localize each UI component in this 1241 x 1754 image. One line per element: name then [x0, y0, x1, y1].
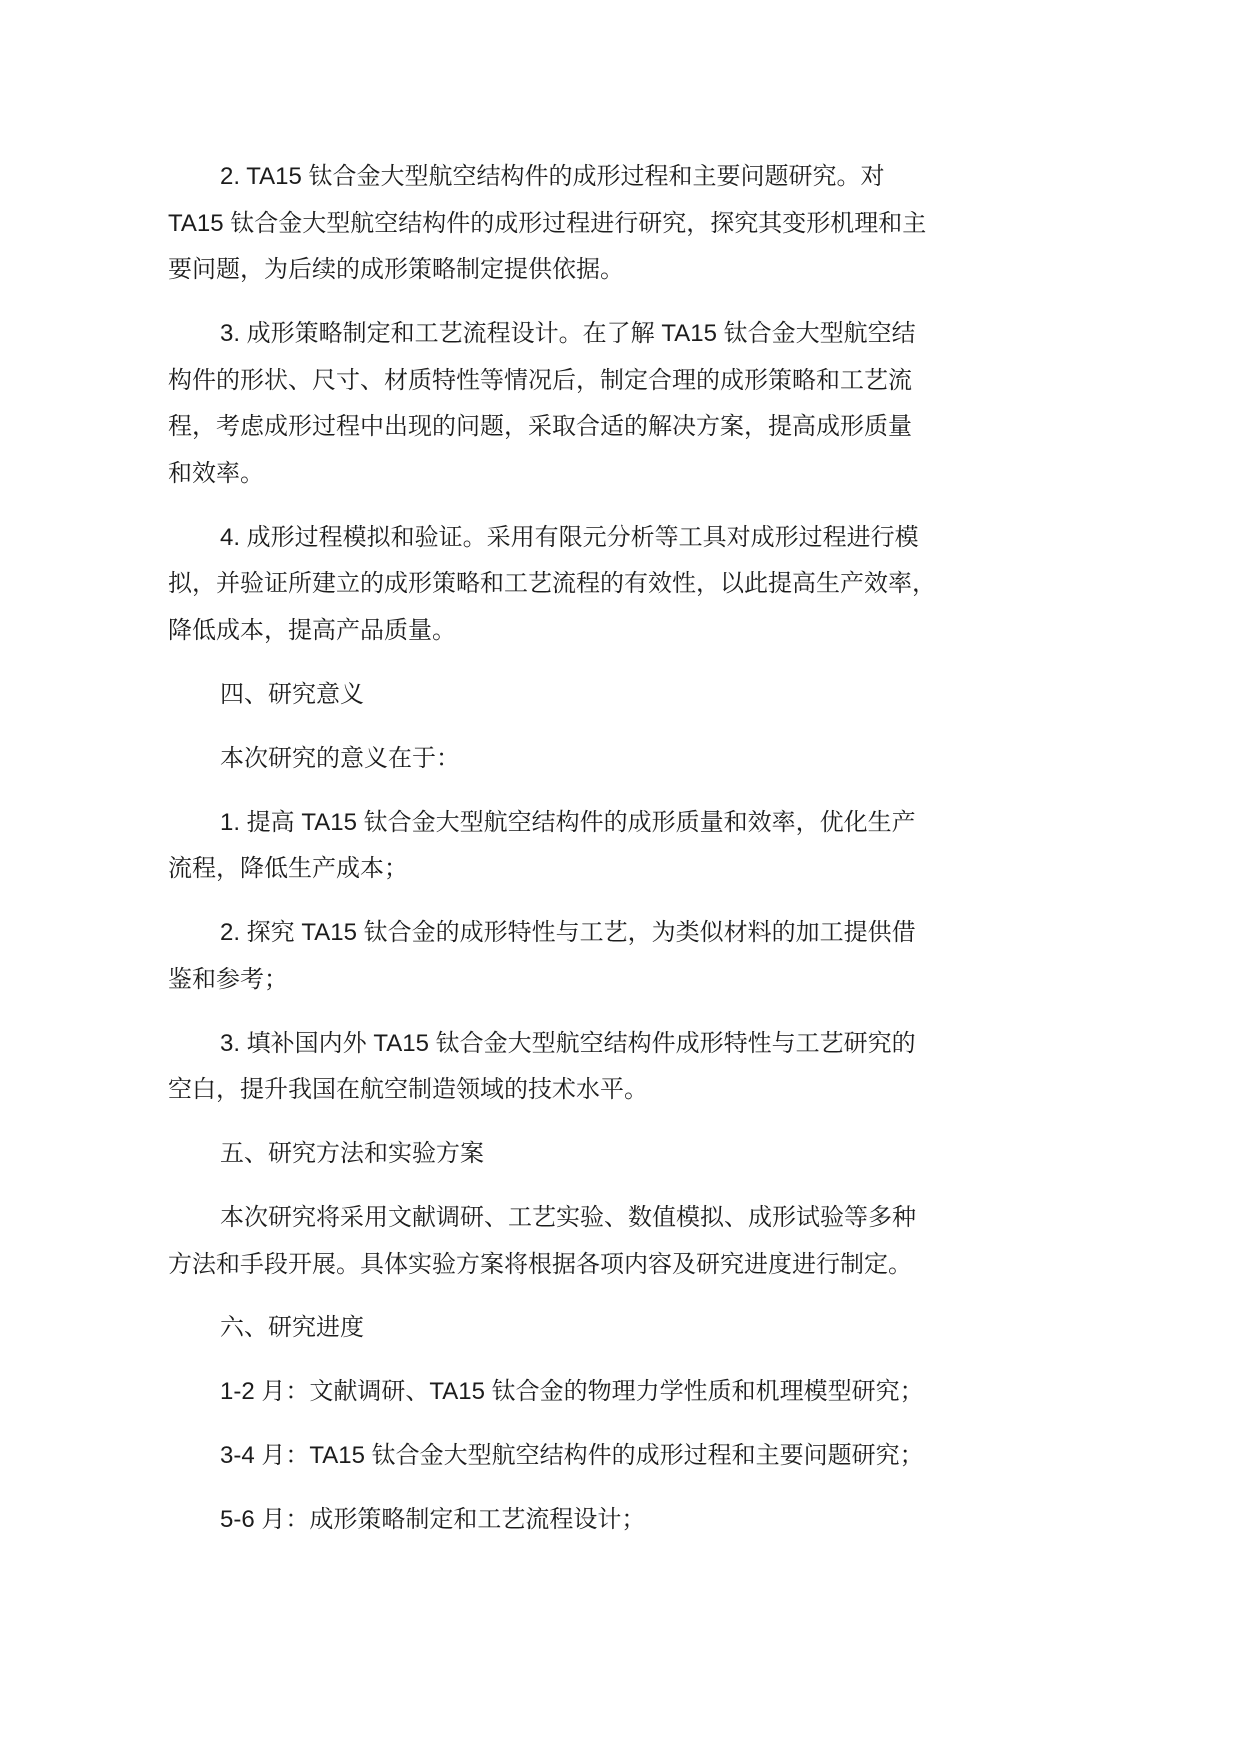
paragraph-research-item-2: [168, 154, 1241, 294]
text-line: 方法和手段开展。具体实验方案将根据各项内容及研究进度进行制定。: [168, 1250, 912, 1278]
schedule-item-months-3-4: [168, 1433, 1241, 1480]
paragraph-significance-item-2: [168, 910, 1241, 1003]
paragraph-significance-item-1: [168, 800, 1241, 893]
text-line: 本次研究的意义在于：: [220, 744, 460, 772]
text-line: 1-2 月：文献调研、TA15 钛合金的物理力学性质和机理模型研究；: [220, 1378, 924, 1406]
paragraph-research-item-4: [168, 515, 1241, 655]
text-line: 空白，提升我国在航空制造领域的技术水平。: [168, 1076, 648, 1104]
text-line: 3. 填补国内外 TA15 钛合金大型航空结构件成形特性与工艺研究的: [220, 1029, 916, 1057]
text-line: 要问题，为后续的成形策略制定提供依据。: [168, 256, 624, 284]
section-heading-text: 五、研究方法和实验方案: [220, 1140, 484, 1168]
paragraph-significance-item-3: [168, 1021, 1241, 1114]
section-heading-significance: [168, 672, 1241, 719]
section-heading-text: 六、研究进度: [220, 1314, 364, 1342]
text-line: 拟，并验证所建立的成形策略和工艺流程的有效性，以此提高生产效率，: [168, 570, 936, 598]
text-line: 5-6 月：成形策略制定和工艺流程设计；: [220, 1506, 646, 1534]
text-line: 鉴和参考；: [168, 965, 288, 993]
text-line: 2. 探究 TA15 钛合金的成形特性与工艺，为类似材料的加工提供借: [220, 919, 916, 947]
text-line: 降低成本，提高产品质量。: [168, 616, 456, 644]
text-line: 本次研究将采用文献调研、工艺实验、数值模拟、成形试验等多种: [220, 1203, 916, 1231]
text-line: TA15 钛合金大型航空结构件的成形过程进行研究，探究其变形机理和主: [168, 209, 927, 237]
text-line: 和效率。: [168, 459, 264, 487]
section-heading-text: 四、研究意义: [220, 680, 364, 708]
text-line: 流程，降低生产成本；: [168, 855, 408, 883]
schedule-item-months-1-2: [168, 1369, 1241, 1416]
paragraph-significance-intro: [168, 736, 1241, 783]
text-line: 4. 成形过程模拟和验证。采用有限元分析等工具对成形过程进行模: [220, 523, 919, 551]
section-heading-methods: [168, 1131, 1241, 1178]
text-line: 1. 提高 TA15 钛合金大型航空结构件的成形质量和效率，优化生产: [220, 808, 916, 836]
section-heading-schedule: [168, 1305, 1241, 1352]
paragraph-research-item-3: [168, 311, 1241, 497]
text-line: 程，考虑成形过程中出现的问题，采取合适的解决方案，提高成形质量: [168, 413, 912, 441]
schedule-item-months-5-6: [168, 1497, 1241, 1544]
text-line: 3. 成形策略制定和工艺流程设计。在了解 TA15 钛合金大型航空结: [220, 320, 916, 348]
text-line: 构件的形状、尺寸、材质特性等情况后，制定合理的成形策略和工艺流: [168, 366, 912, 394]
text-line: 2. TA15 钛合金大型航空结构件的成形过程和主要问题研究。对: [220, 163, 885, 190]
text-line: 3-4 月：TA15 钛合金大型航空结构件的成形过程和主要问题研究；: [220, 1442, 924, 1470]
paragraph-methods: [168, 1195, 1241, 1288]
